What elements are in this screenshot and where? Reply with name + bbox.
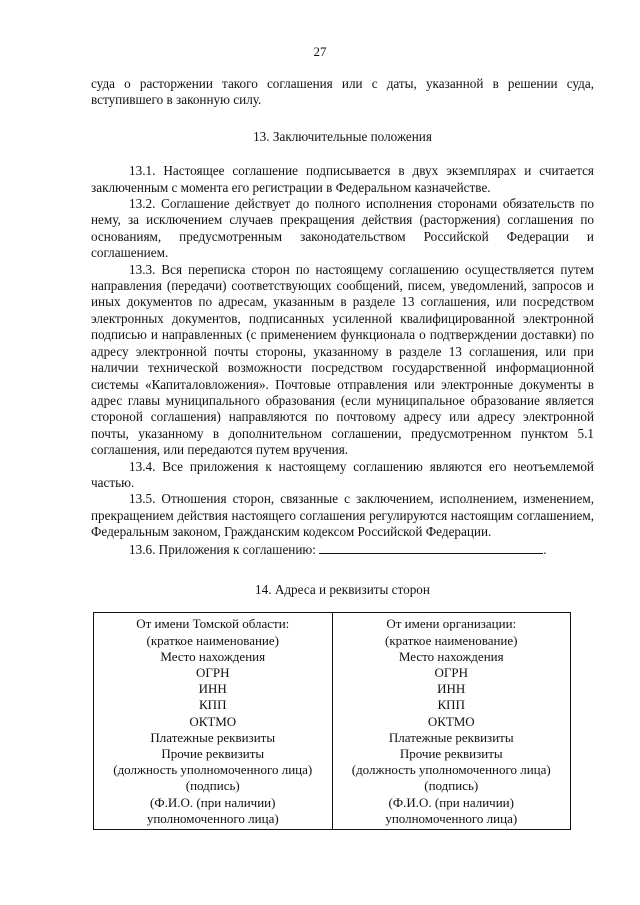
clause-13-1: 13.1. Настоящее соглашение подписывается в двух экземплярах и считается заключенным с момента его регистрации в Федеральном казначействе. bbox=[91, 163, 594, 195]
section-14-title: 14. Адреса и реквизиты сторон bbox=[255, 581, 430, 597]
left-location: Место нахождения bbox=[160, 648, 266, 664]
left-official-position: (должность уполномоченного лица) bbox=[113, 762, 313, 778]
left-full-name-cont: уполномоченного лица) bbox=[146, 810, 279, 826]
right-kpp: КПП bbox=[437, 697, 465, 713]
left-full-name: (Ф.И.О. (при наличии) bbox=[150, 794, 276, 810]
right-party-cell bbox=[332, 613, 571, 830]
left-oktmo: ОКТМО bbox=[189, 713, 237, 729]
left-ogrn: ОГРН bbox=[195, 664, 230, 680]
clause-13-6-end: . bbox=[543, 541, 547, 557]
clause-13-3: 13.3. Вся переписка сторон по настоящему соглашению осуществляется путем направления (передачи) соответствующих сообщений, писем, уведомлений, запросов и иных документов по адресам, указанным в разделе 13 соглашения, или посредством электронных документов, подписанных усиленной квалифицированной электронной подписью и направленных (с применением функционала о подтверждении доставки) по адресу электронной почты стороны, указанному в разделе 13 соглашения, или при наличии технической возможности посредством государственной информационной системы «Капиталовложения». Почтовые отправления или электронные документы в адрес главы муниципального образования (если муниципальное образование является стороной соглашения) направляются по почтовому адресу или адресу электронной почты, указанному в дополнительном соглашении, предусмотренном пунктом 5.1 соглашения, или передаются путем вручения. bbox=[91, 261, 594, 458]
clause-13-5: 13.5. Отношения сторон, связанные с заключением, исполнением, изменением, прекращением действия настоящего соглашения регулируются настоящим соглашением, Федеральным законом, Гражданским кодексом Российской Федерации. bbox=[91, 491, 594, 540]
right-official-position: (должность уполномоченного лица) bbox=[351, 762, 551, 778]
right-signature: (подпись) bbox=[424, 778, 479, 794]
right-short-name: (краткое наименование) bbox=[385, 632, 518, 648]
document-body bbox=[91, 76, 594, 830]
right-inn: ИНН bbox=[437, 681, 466, 697]
right-payment-details: Платежные реквизиты bbox=[388, 729, 514, 745]
left-short-name: (краткое наименование) bbox=[146, 632, 279, 648]
clause-13-4: 13.4. Все приложения к настоящему соглашению являются его неотъемлемой частью. bbox=[91, 458, 594, 490]
left-signature: (подпись) bbox=[185, 778, 240, 794]
right-oktmo: ОКТМО bbox=[427, 713, 475, 729]
clause-13-6 bbox=[91, 541, 594, 558]
attachments-blank-line bbox=[319, 541, 543, 554]
left-payment-details: Платежные реквизиты bbox=[150, 729, 276, 745]
clause-13-2: 13.2. Соглашение действует до полного исполнения сторонами обязательств по нему, за исключением случаев прекращения действия (расторжения) соглашения по основаниям, предусмотренным законодательством Российской Федерации и соглашением. bbox=[91, 196, 594, 261]
left-party-header: От имени Томской области: bbox=[136, 616, 290, 632]
left-party-cell bbox=[94, 613, 333, 830]
right-other-details: Прочие реквизиты bbox=[399, 746, 503, 761]
right-full-name: (Ф.И.О. (при наличии) bbox=[388, 794, 514, 810]
right-location: Место нахождения bbox=[398, 648, 504, 664]
requisites-row bbox=[94, 613, 571, 830]
section-13-title: 13. Заключительные положения bbox=[253, 128, 432, 144]
page-number: 27 bbox=[313, 44, 327, 59]
left-inn: ИНН bbox=[198, 681, 227, 697]
right-ogrn: ОГРН bbox=[434, 664, 469, 680]
intro-paragraph: суда о расторжении такого соглашения или с даты, указанной в решении суда, вступившего в законную силу. bbox=[91, 76, 594, 108]
left-other-details: Прочие реквизиты bbox=[161, 746, 265, 761]
requisites-table bbox=[93, 612, 571, 830]
left-kpp: КПП bbox=[199, 697, 227, 713]
clause-13-6-label: 13.6. Приложения к соглашению: bbox=[129, 541, 316, 557]
right-party-header: От имени организации: bbox=[386, 616, 517, 632]
right-full-name-cont: уполномоченного лица) bbox=[385, 810, 518, 826]
